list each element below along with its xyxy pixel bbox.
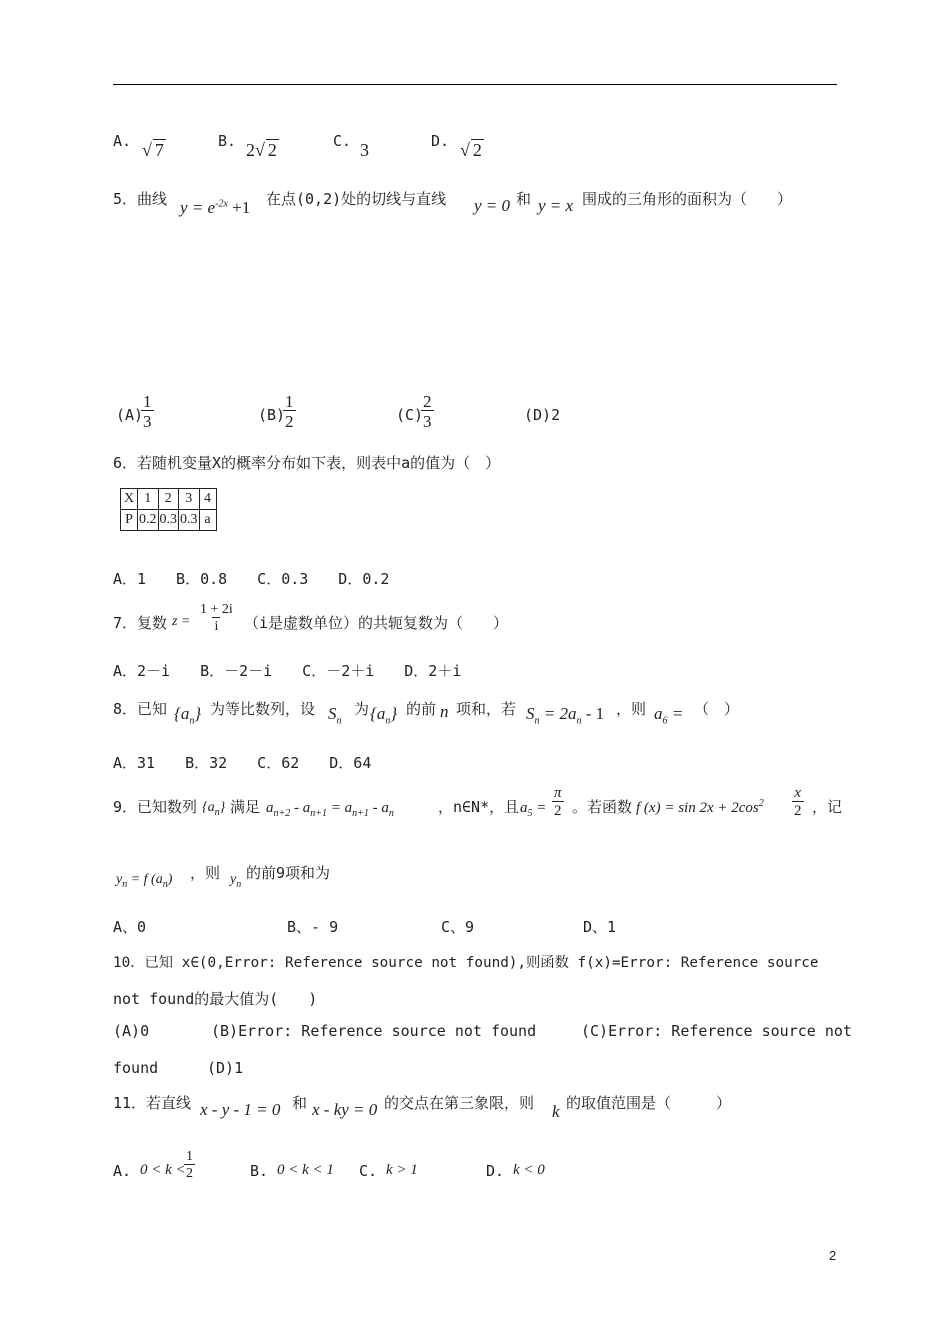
q5-line-2: y = x bbox=[538, 196, 574, 215]
table-cell: 4 bbox=[199, 489, 216, 510]
q11-option-a-label: A. bbox=[113, 1162, 132, 1180]
q9-text-4: ，记 bbox=[812, 798, 843, 816]
q7-prefix: 7．复数 bbox=[113, 614, 168, 632]
table-cell: P bbox=[121, 510, 138, 531]
q9-option-b: B、- 9 bbox=[287, 918, 339, 936]
q11-line-2: x - ky = 0 bbox=[312, 1100, 378, 1119]
q7-z: z = bbox=[172, 614, 191, 629]
q11-prefix: 11．若直线 bbox=[113, 1094, 192, 1112]
q7-text: （i是虚数单位）的共轭复数为（ ） bbox=[244, 614, 509, 632]
q11-k: k bbox=[552, 1102, 560, 1121]
q11-option-d-label: D. bbox=[486, 1162, 505, 1180]
q8-text-5: ，则 bbox=[616, 700, 647, 718]
q10-option-c-cont: found bbox=[113, 1059, 159, 1077]
q5-text-2: 围成的三角形的面积为（ ） bbox=[582, 190, 793, 208]
q11-text-1: 的交点在第三象限，则 bbox=[384, 1094, 535, 1112]
q9-text-6: 的前9项和为 bbox=[246, 864, 331, 882]
header-rule bbox=[113, 84, 837, 85]
q11-option-d-math: k < 0 bbox=[513, 1162, 545, 1178]
q5-option-b-label: (B) bbox=[258, 406, 286, 424]
q8-text-3: 的前 bbox=[406, 700, 437, 718]
q9-option-d: D、1 bbox=[583, 918, 617, 936]
q5-line-1: y = 0 bbox=[474, 196, 511, 215]
q9-function: f $(x) = \sin 2x + 2\cos^2$ bbox=[636, 798, 764, 816]
q4-option-c-value: 3 bbox=[360, 140, 369, 160]
q11-line-1: x - y - 1 = 0 bbox=[200, 1100, 281, 1119]
q6-text: 6．若随机变量X的概率分布如下表，则表中a的值为（ ） bbox=[113, 454, 501, 472]
page-number: 2 bbox=[829, 1248, 837, 1263]
table-cell: X bbox=[121, 489, 138, 510]
q8-equation: $S_n = 2a_n - 1$ bbox=[526, 704, 605, 727]
q9-option-c: C、9 bbox=[441, 918, 475, 936]
q5-option-b-fraction: $\frac{1}{2}$ bbox=[285, 392, 294, 431]
q11-and: 和 bbox=[292, 1094, 308, 1112]
q9-sequence: $\{a_n\}$ bbox=[202, 800, 226, 818]
q4-option-d-label: D. bbox=[431, 132, 450, 150]
q7-fraction: $\frac{1 + 2i}{i}$ bbox=[200, 602, 233, 634]
q8-text-1: 为等比数列，设 bbox=[210, 700, 316, 718]
table-cell: 0.2 bbox=[138, 510, 159, 531]
q10-option-c: (C)Error: Reference source not bbox=[581, 1022, 852, 1040]
q5-curve-equation: $y = e^{-2x} +1$ bbox=[180, 198, 251, 217]
q5-option-d: (D)2 bbox=[524, 406, 561, 424]
q9-prefix: 9．已知数列 bbox=[113, 798, 198, 816]
q6-probability-table bbox=[120, 488, 217, 531]
q10-option-d: (D)1 bbox=[207, 1059, 244, 1077]
q10-option-b: (B)Error: Reference source not found bbox=[211, 1022, 537, 1040]
q4-option-d-value: √ 2 bbox=[460, 140, 482, 160]
q5-option-a-label: (A) bbox=[116, 406, 144, 424]
q10-line-2: not found的最大值为( ) bbox=[113, 990, 318, 1008]
q11-option-a-fraction: $\frac{1}{2}$ bbox=[186, 1149, 193, 1181]
q11-option-b-label: B. bbox=[250, 1162, 269, 1180]
q11-text-2: 的取值范围是（ ） bbox=[566, 1094, 732, 1112]
q9-yn: $y_n$ bbox=[230, 872, 242, 890]
q9-recurrence: $a_{n+2} - a_{n+1} = a_{n+1} - a_n$ bbox=[266, 800, 394, 819]
q8-sequence-a: $\{a_n\}$ bbox=[174, 704, 202, 727]
q9-text-3: 。若函数 bbox=[572, 798, 633, 816]
q11-option-a-math: 0 < k < bbox=[140, 1162, 186, 1178]
table-cell: 0.3 bbox=[179, 510, 200, 531]
q8-sum-s: $S_n$ bbox=[328, 704, 342, 727]
q8-sequence-a-2: $\{a_n\}$ bbox=[370, 704, 398, 727]
q4-option-a-value: √ 7 bbox=[142, 140, 164, 160]
q8-options: A．31 B．32 C．62 D．64 bbox=[113, 754, 372, 772]
q8-prefix: 8．已知 bbox=[113, 700, 168, 718]
q9-text-2: ，n∈N*，且 bbox=[438, 798, 520, 816]
q5-and: 和 bbox=[516, 190, 532, 208]
table-row bbox=[121, 510, 217, 531]
q9-pi-half: $\frac{\pi}{2}$ bbox=[554, 785, 562, 819]
q5-option-c-label: (C) bbox=[396, 406, 424, 424]
q9-yn-def: $y_n = f$ $(a_n)$ bbox=[116, 872, 173, 890]
table-cell: 2 bbox=[158, 489, 179, 510]
q9-x-half: $\frac{x}{2}$ bbox=[794, 785, 802, 819]
q8-text-4: 项和，若 bbox=[456, 700, 517, 718]
q5-option-a-fraction: $\frac{1}{3}$ bbox=[143, 392, 152, 431]
q5-number: 5．曲线 bbox=[113, 190, 168, 208]
q6-options: A．1 B．0.8 C．0.3 D．0.2 bbox=[113, 570, 390, 588]
table-cell: 3 bbox=[179, 489, 200, 510]
q4-option-c-label: C. bbox=[333, 132, 352, 150]
q10-option-a: (A)0 bbox=[113, 1022, 150, 1040]
q5-text-1: 在点(0,2)处的切线与直线 bbox=[266, 190, 447, 208]
q8-text-2: 为 bbox=[354, 700, 370, 718]
q11-option-c-label: C. bbox=[359, 1162, 378, 1180]
q10-line-1: 10．已知 x∈(0,Error: Reference source not found),则函数 f(x)=Error: Reference source bbox=[113, 955, 819, 971]
table-cell: 0.3 bbox=[158, 510, 179, 531]
q9-a5: $a_5$ = bbox=[520, 800, 547, 819]
q7-options: A．2－i B．－2－i C．－2＋i D．2＋i bbox=[113, 662, 462, 680]
q4-option-b-value: 2√ 2 bbox=[246, 140, 277, 160]
q9-text-1: 满足 bbox=[230, 798, 261, 816]
table-row bbox=[121, 489, 217, 510]
q5-option-c-fraction: $\frac{2}{3}$ bbox=[423, 392, 432, 431]
q4-option-b-label: B. bbox=[218, 132, 237, 150]
q8-n: n bbox=[440, 702, 449, 721]
q4-option-a-label: A. bbox=[113, 132, 132, 150]
q8-text-6: （ ） bbox=[694, 700, 740, 718]
q9-option-a: A、0 bbox=[113, 918, 147, 936]
q8-a6: $a_6$ = bbox=[654, 704, 684, 727]
table-cell: 1 bbox=[138, 489, 159, 510]
table-cell: a bbox=[199, 510, 216, 531]
q11-option-c-math: k > 1 bbox=[386, 1162, 418, 1178]
q9-text-5: ，则 bbox=[190, 864, 221, 882]
q11-option-b-math: 0 < k < 1 bbox=[277, 1162, 334, 1178]
